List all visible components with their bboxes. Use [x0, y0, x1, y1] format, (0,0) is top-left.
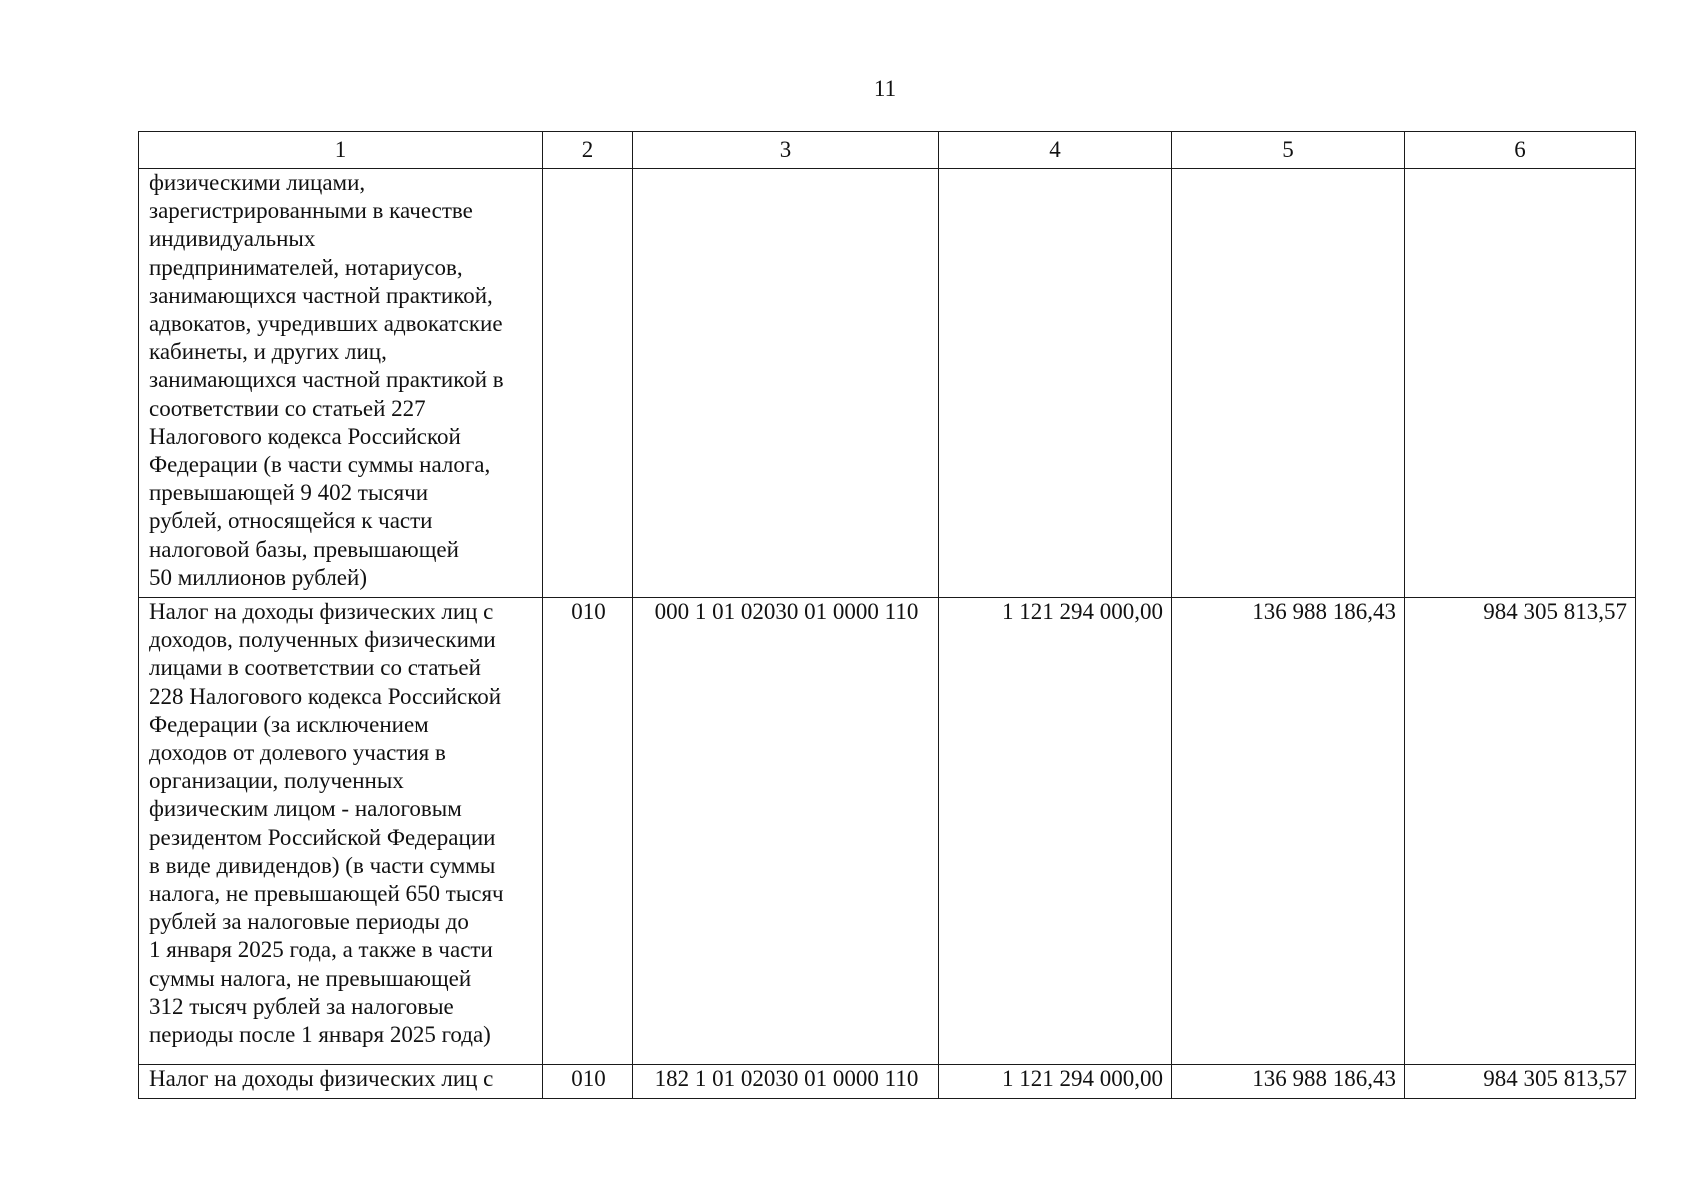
approved-amount-cell: 1 121 294 000,00 [939, 1065, 1172, 1099]
income-name-line: 312 тысяч рублей за налоговые [149, 993, 454, 1019]
table-row [139, 598, 1636, 1065]
income-name-cell [139, 169, 543, 598]
income-name-line: соответствии со статьей 227 [149, 395, 426, 421]
column-header-4: 4 [939, 132, 1172, 169]
unexecuted-amount-cell: 984 305 813,57 [1405, 1065, 1636, 1099]
income-name-line: занимающихся частной практикой в [149, 367, 504, 393]
approved-amount-cell [939, 169, 1172, 598]
executed-amount-cell: 136 988 186,43 [1172, 1065, 1405, 1099]
column-header-5: 5 [1172, 132, 1405, 169]
income-name-line: Налог на доходы физических лиц с [149, 1066, 494, 1091]
income-name-line: Налог на доходы физических лиц с [149, 599, 494, 624]
budget-classification-code-cell [633, 169, 939, 598]
income-name-line: лицами в соответствии со статьей [149, 655, 481, 681]
income-name-line: суммы налога, не превышающей [149, 965, 472, 991]
executed-amount-cell: 136 988 186,43 [1172, 598, 1405, 1065]
income-name-cell [139, 1065, 543, 1099]
income-name-line: Налогового кодекса Российской [149, 423, 461, 449]
income-name-line: Федерации (в части суммы налога, [149, 452, 491, 478]
income-name-line: организации, полученных [149, 768, 404, 794]
income-name-line: физическим лицом - налоговым [149, 796, 462, 822]
income-name-line: адвокатов, учредивших адвокатские [149, 311, 503, 337]
income-name-line: рублей, относящейся к части [149, 508, 433, 534]
unexecuted-amount-cell [1405, 169, 1636, 598]
budget-classification-code-cell: 000 1 01 02030 01 0000 110 [633, 598, 939, 1065]
income-name-line: 228 Налогового кодекса Российской [149, 683, 502, 709]
income-name-line: периоды после 1 января 2025 года) [149, 1022, 491, 1048]
income-name-line: 1 января 2025 года, а также в части [149, 937, 493, 963]
income-name-line: занимающихся частной практикой, [149, 282, 493, 308]
income-name-line: Федерации (за исключением [149, 711, 429, 737]
page-number: 11 [873, 76, 897, 101]
income-name-line: превышающей 9 402 тысячи [149, 480, 429, 506]
income-name-line: в виде дивидендов) (в части суммы [149, 852, 496, 878]
income-name-cell [139, 598, 543, 1065]
income-name-line: доходов, полученных физическими [149, 627, 496, 653]
line-code-cell: 010 [543, 598, 633, 1065]
income-name-line: предпринимателей, нотариусов, [149, 254, 463, 280]
column-number-header-row [139, 132, 1636, 169]
column-header-6: 6 [1405, 132, 1636, 169]
income-name-line: 50 миллионов рублей) [149, 564, 367, 590]
income-name-line: физическими лицами, [149, 170, 366, 195]
column-header-3: 3 [633, 132, 939, 169]
income-name-line: налоговой базы, превышающей [149, 536, 459, 562]
line-code-cell [543, 169, 633, 598]
income-name-line: рублей за налоговые периоды до [149, 909, 469, 935]
executed-amount-cell [1172, 169, 1405, 598]
column-header-2: 2 [543, 132, 633, 169]
unexecuted-amount-cell: 984 305 813,57 [1405, 598, 1636, 1065]
table-row [139, 1065, 1636, 1099]
income-name-line: доходов от долевого участия в [149, 740, 446, 766]
income-name-line: резидентом Российской Федерации [149, 824, 496, 850]
table-row [139, 169, 1636, 598]
column-header-1: 1 [139, 132, 543, 169]
line-code-cell: 010 [543, 1065, 633, 1099]
income-name-line: налога, не превышающей 650 тысяч [149, 881, 504, 907]
income-name-line: индивидуальных [149, 226, 316, 252]
approved-amount-cell: 1 121 294 000,00 [939, 598, 1172, 1065]
budget-classification-code-cell: 182 1 01 02030 01 0000 110 [633, 1065, 939, 1099]
budget-execution-table [138, 131, 1636, 1099]
income-name-line: зарегистрированными в качестве [149, 198, 473, 224]
income-name-line: кабинеты, и других лиц, [149, 339, 387, 365]
